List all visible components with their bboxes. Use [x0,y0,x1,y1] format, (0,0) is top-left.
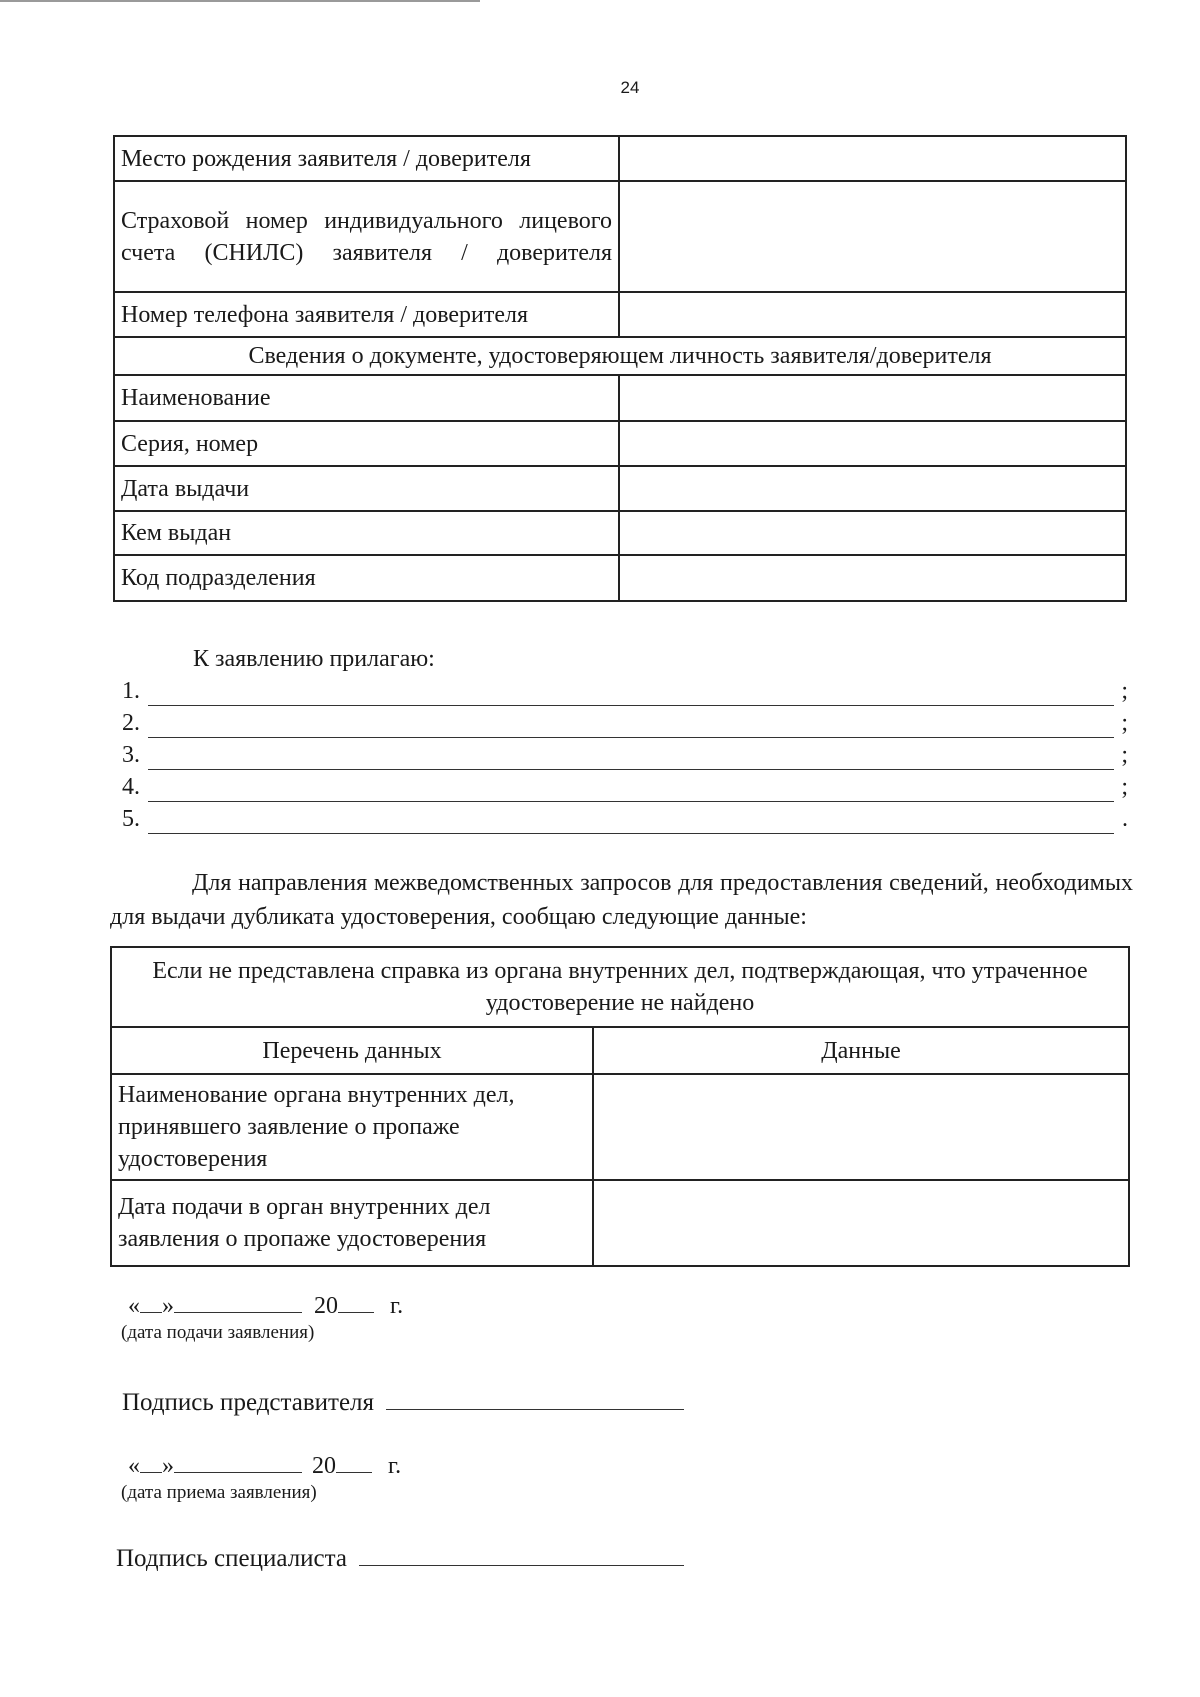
attachment-blank[interactable] [148,801,1114,802]
quote-close: » [162,1293,174,1319]
table-row [114,337,1126,375]
attachment-blank[interactable] [148,833,1114,834]
acceptance-date-line [128,1448,401,1480]
row-label: Место рождения заявителя / доверителя [114,136,619,181]
row-label: Номер телефона заявителя / доверителя [114,292,619,337]
quote-open: « [128,1293,140,1319]
table-row [114,136,1126,181]
quote-open: « [128,1453,140,1479]
day-blank[interactable] [140,1288,162,1313]
row-value-field[interactable] [619,375,1126,421]
table-row [111,947,1129,1027]
table-row [114,181,1126,292]
day-blank[interactable] [140,1448,162,1473]
row-label: Дата подачи в орган внутренних дел заявления о пропаже удостоверения [111,1180,593,1266]
table-row [114,511,1126,555]
attachment-number: 4. [122,774,140,800]
year-prefix: 20 [314,1293,338,1319]
row-label: Наименование органа внутренних дел, принявшего заявление о пропаже удостоверения [111,1074,593,1180]
specialist-signature-label: Подпись специалиста [116,1545,347,1572]
attachment-line[interactable] [122,774,1132,806]
submission-date-line [128,1288,403,1320]
attachment-number: 2. [122,710,140,736]
row-value-field[interactable] [593,1180,1129,1266]
table-row [114,292,1126,337]
table-row [111,1074,1129,1180]
column-header-data: Данные [593,1027,1129,1074]
year-blank[interactable] [336,1448,372,1473]
table-row [114,421,1126,466]
row-label: Код подразделения [114,555,619,601]
interagency-paragraph: Для направления межведомственных запросов для предоставления сведений, необходимых для выдачи дубликата удостоверения, сообщаю следующие данные: [110,870,1133,930]
page-number: 24 [620,78,640,97]
attachment-blank[interactable] [148,737,1114,738]
attachment-end-mark: ; [1121,678,1128,704]
row-value-field[interactable] [619,292,1126,337]
representative-signature-blank[interactable] [386,1385,684,1410]
table-row [114,466,1126,511]
attachment-end-mark: ; [1121,774,1128,800]
month-blank[interactable] [174,1448,302,1473]
row-label: Серия, номер [114,421,619,466]
table-row [111,1027,1129,1074]
row-label: Дата выдачи [114,466,619,511]
year-prefix: 20 [312,1453,336,1479]
quote-close: » [162,1453,174,1479]
police-table [110,946,1130,1267]
row-value-field[interactable] [593,1074,1129,1180]
row-value-field[interactable] [619,511,1126,555]
representative-signature-label: Подпись представителя [122,1389,375,1416]
year-suffix: г. [388,1453,402,1479]
specialist-signature-line [116,1541,684,1573]
attachment-blank[interactable] [148,769,1114,770]
attachment-number: 5. [122,806,140,832]
row-label: Кем выдан [114,511,619,555]
table-row [114,375,1126,421]
table-row [114,555,1126,601]
row-label: Наименование [114,375,619,421]
row-value-field[interactable] [619,555,1126,601]
police-table-title: Если не представлена справка из органа внутренних дел, подтверждающая, что утраченное удостоверение не найдено [111,947,1129,1027]
attachment-line[interactable] [122,742,1132,774]
attachment-end-mark: . [1122,806,1128,832]
attachment-line[interactable] [122,678,1132,710]
attachment-blank[interactable] [148,705,1114,706]
row-value-field[interactable] [619,421,1126,466]
specialist-signature-blank[interactable] [359,1541,684,1566]
acceptance-date-caption: (дата приема заявления) [121,1482,317,1503]
column-header-list: Перечень данных [111,1027,593,1074]
table-row [111,1180,1129,1266]
attachment-number: 1. [122,678,140,704]
attachment-line[interactable] [122,806,1132,838]
attachments-title: К заявлению прилагаю: [193,646,435,672]
month-blank[interactable] [174,1288,302,1313]
year-suffix: г. [390,1293,404,1319]
submission-date-caption: (дата подачи заявления) [121,1322,315,1343]
row-value-field[interactable] [619,136,1126,181]
top-edge-line [0,0,480,2]
year-blank[interactable] [338,1288,374,1313]
representative-signature-line [122,1385,684,1417]
attachment-line[interactable] [122,710,1132,742]
applicant-table [113,135,1127,602]
id-document-header: Сведения о документе, удостоверяющем личность заявителя/доверителя [114,337,1126,375]
attachment-number: 3. [122,742,140,768]
row-value-field[interactable] [619,466,1126,511]
attachment-end-mark: ; [1121,742,1128,768]
row-value-field[interactable] [619,181,1126,292]
row-label: Страховой номер индивидуального лицевого счета (СНИЛС) заявителя / доверителя [114,181,619,292]
attachment-end-mark: ; [1121,710,1128,736]
